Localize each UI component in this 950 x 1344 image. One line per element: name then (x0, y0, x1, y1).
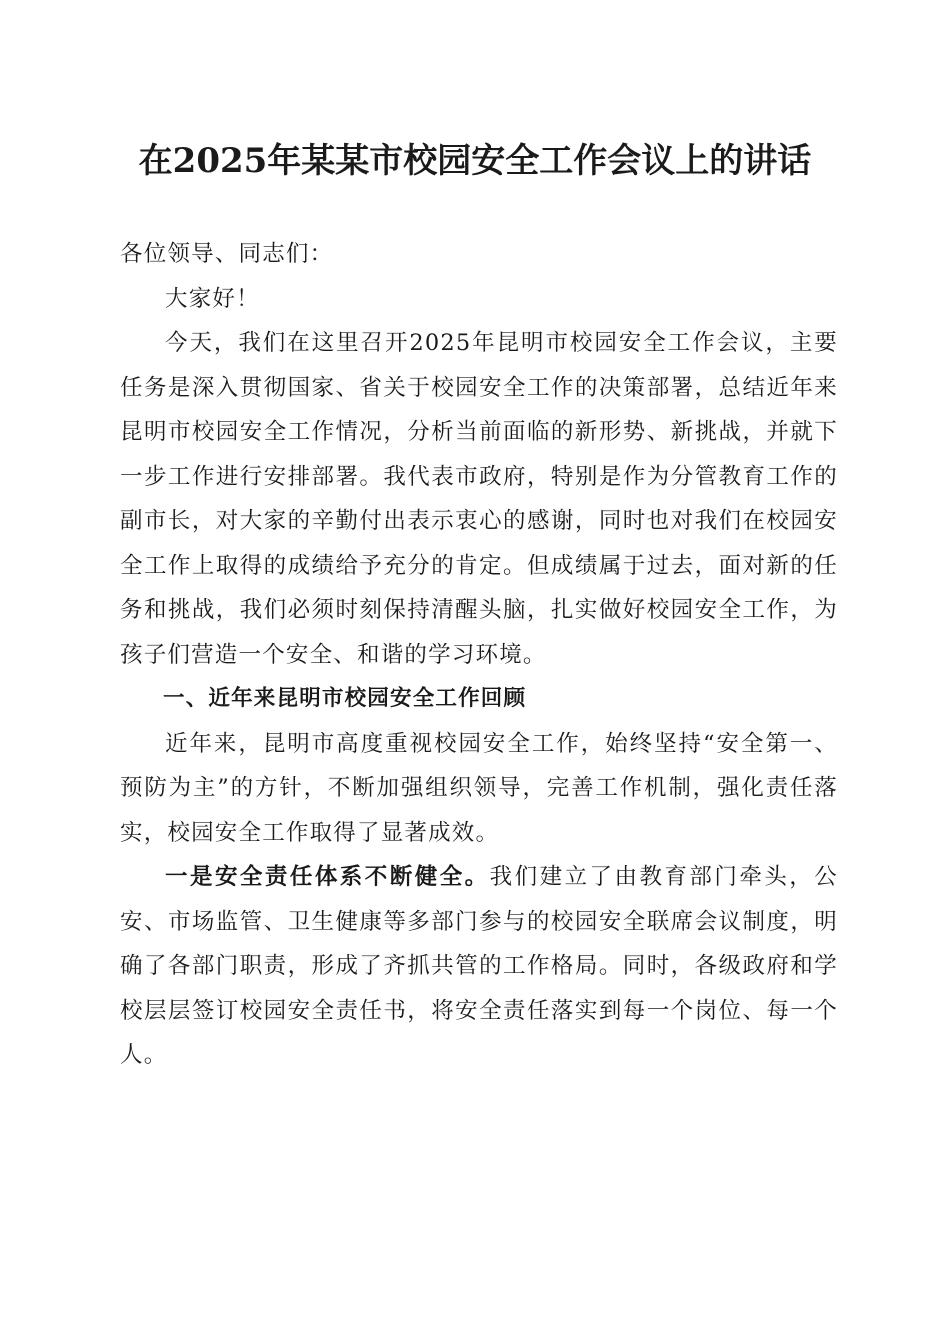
section-paragraph: 近年来，昆明市高度重视校园安全工作，始终坚持“安全第一、预防为主”的方针，不断加强组织领导，完善工作机制，强化责任落实，校园安全工作取得了显著成效。 (120, 730, 838, 846)
salutation: 各位领导、同志们： (120, 241, 334, 267)
point-paragraph (120, 855, 838, 1078)
point-text: 我们建立了由教育部门牵头，公安、市场监管、卫生健康等多部门参与的校园安全联席会议制度，明确了各部门职责，形成了齐抓共管的工作格局。同时，各级政府和学校层层签订校园安全责任书，将安全责任落实到每一个岗位、每一个人。 (120, 864, 838, 1068)
intro-paragraph: 今天，我们在这里召开2025年昆明市校园安全工作会议，主要任务是深入贯彻国家、省关于校园安全工作的决策部署，总结近年来昆明市校园安全工作情况，分析当前面临的新形势、新挑战，并就下一步工作进行安排部署。我代表市政府，特别是作为分管教育工作的副市长，对大家的辛勤付出表示衷心的感谢，同时也对我们在校园安全工作上取得的成绩给予充分的肯定。但成绩属于过去，面对新的任务和挑战，我们必须时刻保持清醒头脑，扎实做好校园安全工作，为孩子们营造一个安全、和谐的学习环境。 (120, 330, 838, 668)
section-heading: 一、近年来昆明市校园安全工作回顾 (163, 686, 527, 711)
point-lead: 一是安全责任体系不断健全。 (165, 864, 490, 890)
greeting: 大家好！ (165, 285, 260, 312)
document-body (120, 232, 838, 1078)
document-title: 在2025年某某市校园安全工作会议上的讲话 (138, 141, 812, 181)
